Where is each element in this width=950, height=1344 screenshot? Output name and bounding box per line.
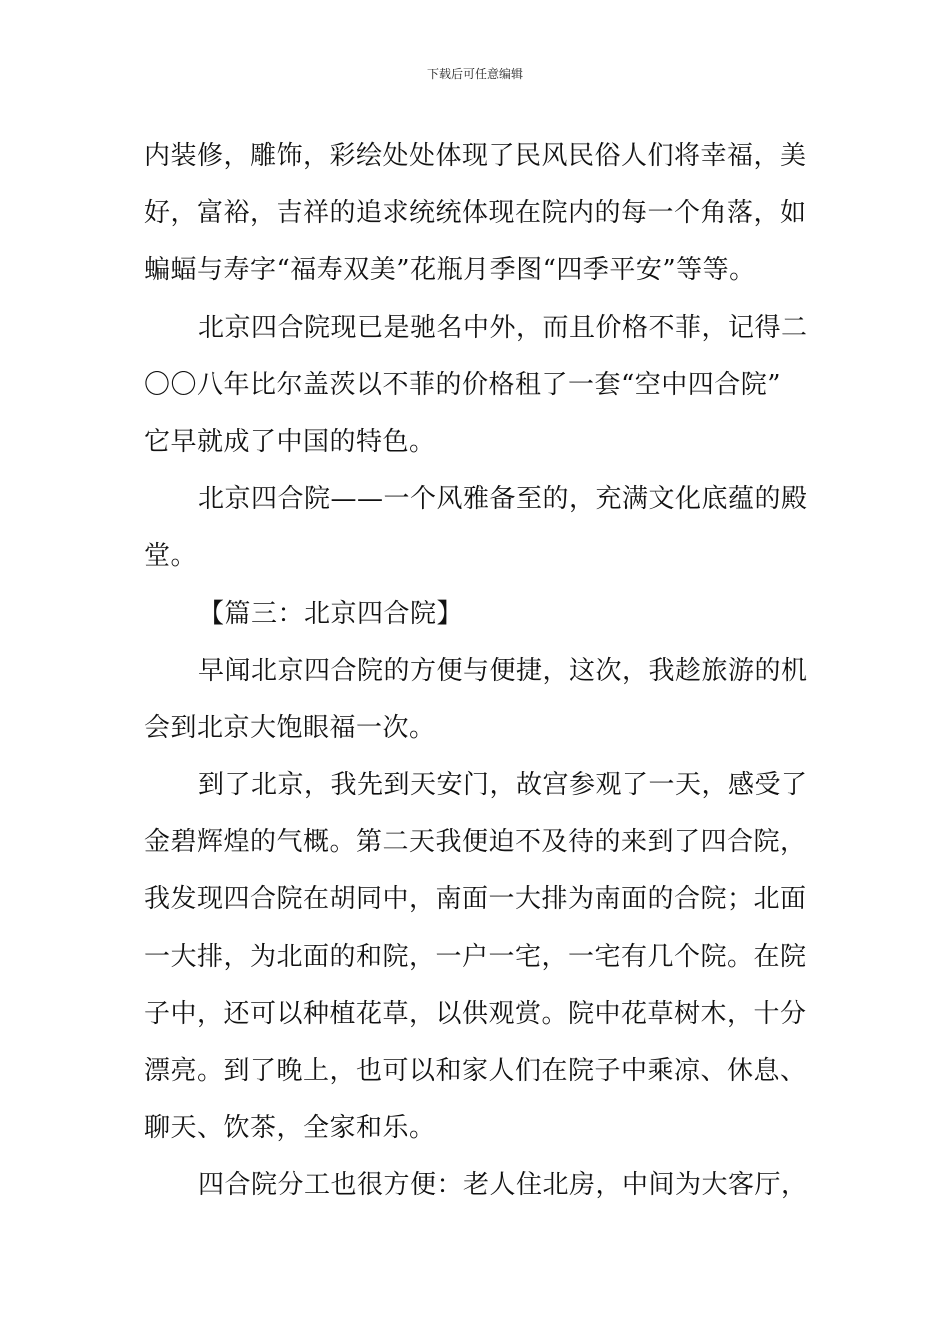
text-line: 内装修，雕饰，彩绘处处体现了民风民俗人们将幸福，美 (144, 141, 807, 171)
page-header: 下载后可任意编辑 (426, 67, 523, 81)
section-heading: 【篇三：北京四合院】 (198, 598, 464, 629)
text-line: 一大排，为北面的和院，一户一宅，一宅有几个院。在院 (144, 941, 807, 972)
text-line: 会到北京大饱眼福一次。 (144, 712, 436, 743)
text-line: 漂亮。到了晚上，也可以和家人们在院子中乘凉、休息、 (144, 1056, 807, 1086)
text-line: 它早就成了中国的特色。 (144, 426, 436, 457)
text-line: 好，富裕，吉祥的追求统统体现在院内的每一个角落，如 (144, 198, 807, 229)
document-body (144, 128, 808, 1215)
text-line: 堂。 (144, 541, 198, 572)
paragraph-first-line: 早闻北京四合院的方便与便捷，这次，我趁旅游的机 (198, 655, 808, 686)
text-line: 子中，还可以种植花草，以供观赏。院中花草树木，十分 (144, 998, 807, 1029)
text-line: 蝙蝠与寿字“福寿双美”花瓶月季图“四季平安”等等。 (144, 255, 756, 286)
paragraph-first-line: 北京四合院——一个风雅备至的，充满文化底蕴的殿 (198, 484, 808, 515)
paragraph-first-line: 北京四合院现已是驰名中外，而且价格不菲，记得二 (198, 312, 808, 343)
paragraph-first-line: 四合院分工也很方便：老人住北房，中间为大客厅， (198, 1170, 808, 1201)
text-line: 聊天、饮茶，全家和乐。 (144, 1113, 436, 1144)
text-line: 我发现四合院在胡同中，南面一大排为南面的合院；北面 (144, 884, 807, 915)
text-line: 〇〇八年比尔盖茨以不菲的价格租了一套“空中四合院” (144, 369, 782, 400)
text-line: 金碧辉煌的气概。第二天我便迫不及待的来到了四合院， (144, 827, 807, 858)
paragraph-first-line: 到了北京，我先到天安门，故宫参观了一天，感受了 (198, 770, 808, 801)
